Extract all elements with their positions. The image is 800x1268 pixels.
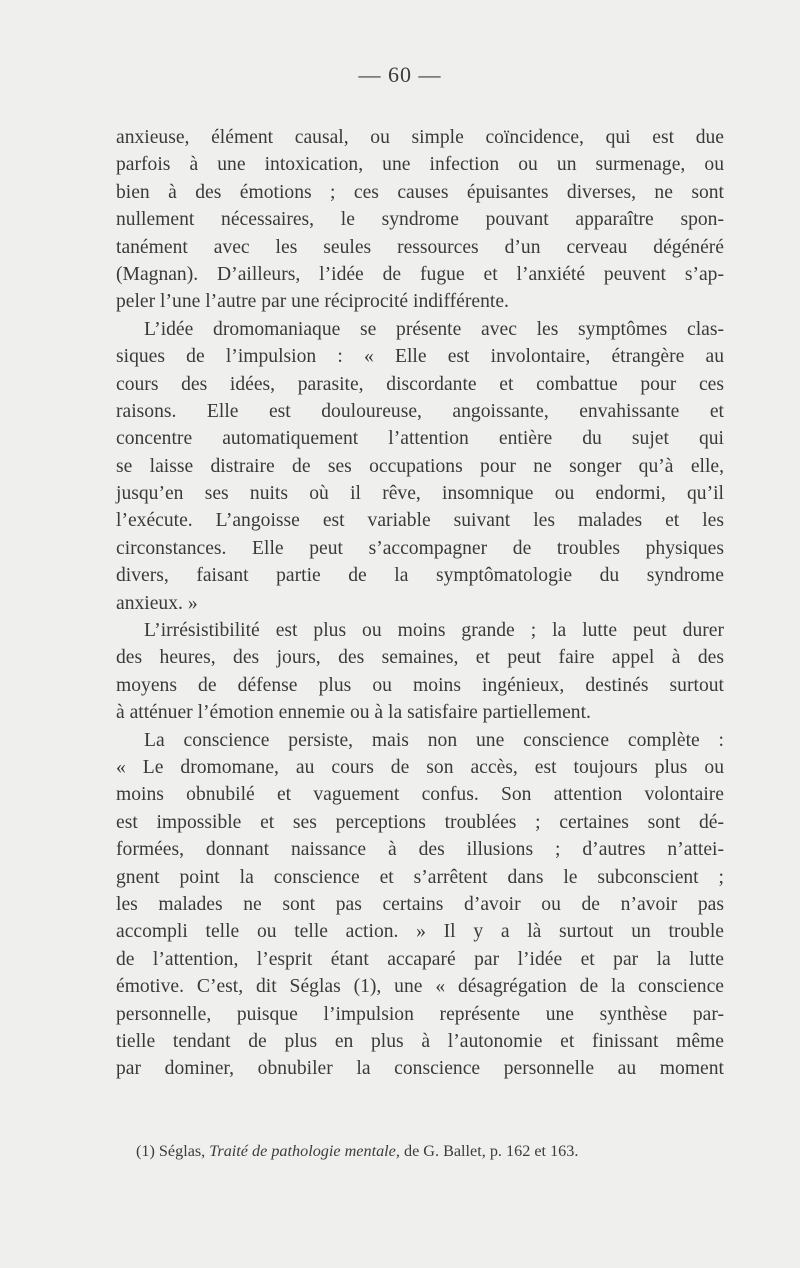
text-line: (Magnan). D’ailleurs, l’idée de fugue et l’anxiété peuvent s’ap- [116, 263, 724, 285]
text-line: anxieux. » [116, 592, 198, 614]
text-line: bien à des émotions ; ces causes épuisantes diverses, ne sont [116, 181, 724, 203]
body-text [116, 124, 724, 1083]
text-line: personnelle, puisque l’impulsion représente une synthèse par- [116, 1003, 724, 1025]
text-line: gnent point la conscience et s’arrêtent dans le subconscient ; [116, 866, 724, 888]
text-line: se laisse distraire de ses occupations pour ne songer qu’à elle, [116, 455, 724, 477]
text-line: par dominer, obnubiler la conscience personnelle au moment [116, 1058, 724, 1080]
text-line: des heures, des jours, des semaines, et peut faire appel à des [116, 647, 724, 669]
page-number: — 60 — [358, 62, 442, 87]
text-line: « Le dromomane, au cours de son accès, est toujours plus ou [116, 756, 724, 778]
text-line: tielle tendant de plus en plus à l’autonomie et finissant même [116, 1030, 724, 1052]
text-line: formées, donnant naissance à des illusions ; d’autres n’attei- [116, 839, 724, 861]
text-line: les malades ne sont pas certains d’avoir ou de n’avoir pas [116, 893, 724, 915]
text-line: divers, faisant partie de la symptômatologie du syndrome [116, 565, 724, 587]
footnote-title: Traité de pathologie mentale, [209, 1142, 400, 1160]
footnote [136, 1140, 726, 1162]
footnote-reference: de G. Ballet, p. 162 et 163. [403, 1142, 579, 1160]
text-line: anxieuse, élément causal, ou simple coïncidence, qui est due [116, 127, 724, 148]
text-line: raisons. Elle est douloureuse, angoissante, envahissante et [116, 400, 724, 422]
text-line: circonstances. Elle peut s’accompagner de troubles physiques [116, 537, 724, 559]
text-line: L’irrésistibilité est plus ou moins grande ; la lutte peut durer [144, 620, 724, 642]
text-line: concentre automatiquement l’attention entière du sujet qui [116, 428, 724, 450]
footnote-author: Séglas, [158, 1142, 206, 1160]
footnote-marker: (1) [136, 1142, 155, 1160]
text-line: est impossible et ses perceptions troublées ; certaines sont dé- [116, 811, 724, 833]
text-line: parfois à une intoxication, une infection ou un surmenage, ou [116, 154, 724, 176]
text-line: La conscience persiste, mais non une conscience complète : [144, 729, 724, 751]
text-line: L’idée dromomaniaque se présente avec les symptômes clas- [144, 318, 724, 340]
text-line: moyens de défense plus ou moins ingénieux, destinés surtout [116, 674, 724, 696]
text-line: cours des idées, parasite, discordante et combattue pour ces [116, 373, 724, 395]
text-line: siques de l’impulsion : « Elle est involontaire, étrangère au [116, 346, 724, 368]
text-line: de l’attention, l’esprit étant accaparé par l’idée et par la lutte [116, 948, 724, 970]
text-line: à atténuer l’émotion ennemie ou à la satisfaire partiellement. [116, 702, 591, 724]
text-line: accompli telle ou telle action. » Il y a là surtout un trouble [116, 921, 724, 943]
text-line: peler l’une l’autre par une réciprocité indifférente. [116, 291, 509, 313]
text-line: jusqu’en ses nuits où il rêve, insomnique ou endormi, qu’il [116, 483, 724, 505]
text-line: moins obnubilé et vaguement confus. Son attention volontaire [116, 784, 724, 806]
text-line: tanément avec les seules ressources d’un cerveau dégénéré [116, 236, 724, 258]
text-line: l’exécute. L’angoisse est variable suivant les malades et les [116, 510, 724, 532]
text-line: émotive. C’est, dit Séglas (1), une « désagrégation de la conscience [116, 976, 724, 998]
text-line: nullement nécessaires, le syndrome pouvant apparaître spon- [116, 209, 724, 231]
